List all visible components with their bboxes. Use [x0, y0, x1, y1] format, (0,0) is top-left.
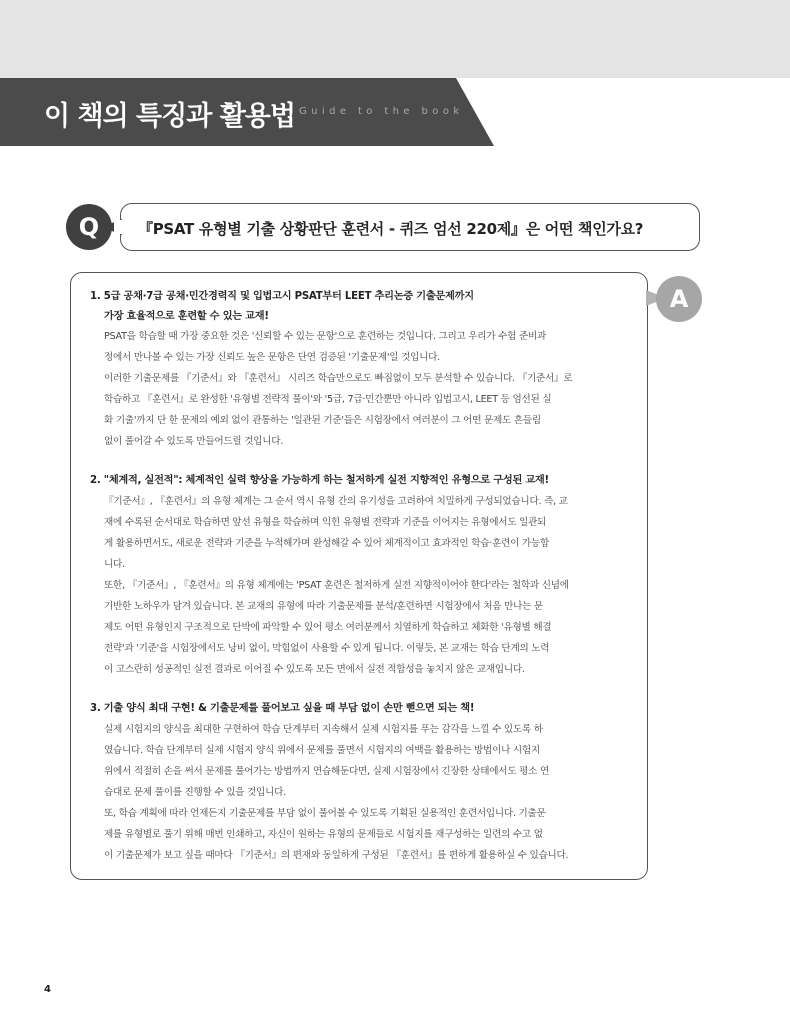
body-line: 정에서 만나볼 수 있는 가장 신뢰도 높은 문항은 단연 검증된 '기출문제'일 것입니다. — [104, 352, 440, 363]
body-line: PSAT을 학습할 때 가장 중요한 것은 '신뢰할 수 있는 문항'으로 훈련하는 것입니다. 그리고 우리가 수험 준비과 — [104, 331, 547, 342]
section-1-heading: 1. 5급 공채·7급 공채·민간경력직 및 입법고시 PSAT부터 LEET 추리논증 기출문제까지 — [90, 291, 474, 302]
answer-badge: A — [656, 276, 702, 322]
body-line: 였습니다. 학습 단계부터 실제 시험지 양식 위에서 문제를 풀면서 시험지의 여백을 활용하는 방법이나 시험지 — [104, 745, 540, 756]
body-line: 재에 수록된 순서대로 학습하면 앞선 유형을 학습하며 익힌 유형별 전략과 기준을 이어지는 유형에서도 일관되 — [104, 517, 547, 528]
body-line: 실제 시험지의 양식을 최대한 구현하여 학습 단계부터 지속해서 실제 시험지를 푸는 감각을 느낄 수 있도록 하 — [104, 724, 543, 735]
top-band — [0, 0, 790, 78]
question-badge: Q — [66, 204, 112, 250]
section-2-heading: 2. "체계적, 실전적": 체계적인 실력 향상을 가능하게 하는 철저하게 실전 지향적인 유형으로 구성된 교재! — [90, 475, 549, 486]
body-line: 학습하고 『훈련서』로 완성한 '유형별 전략적 풀이'와 '5급, 7급·민간뿐만 아니라 입법고시, LEET 등 엄선된 실 — [104, 394, 552, 405]
body-line: 전략'과 '기준'을 시험장에서도 낭비 없이, 막힘없이 사용할 수 있게 됩니다. 이렇듯, 본 교재는 학습 단계의 노력 — [104, 643, 550, 654]
body-line: 기반한 노하우가 담겨 있습니다. 본 교재의 유형에 따라 기출문제를 분석/훈련하면 시험장에서 처음 만나는 문 — [104, 601, 543, 612]
body-line: 『기준서』, 『훈련서』의 유형 체계는 그 순서 역시 유형 간의 유기성을 고려하여 치밀하게 구성되었습니다. 즉, 교 — [104, 496, 568, 507]
body-line: 습대로 문제 풀이를 진행할 수 있을 것입니다. — [104, 787, 286, 798]
body-line: 없이 풀어갈 수 있도록 만들어드릴 것입니다. — [104, 436, 284, 447]
page-subtitle: Guide to the book — [299, 106, 464, 117]
body-line: 위에서 적절히 손을 써서 문제를 풀어가는 방법까지 연습해둔다면, 실제 시험장에서 긴장한 상태에서도 평소 연 — [104, 766, 549, 777]
body-line: 이 고스란히 성공적인 실전 결과로 이어질 수 있도록 모든 면에서 실전 적합성을 놓치지 않은 교재입니다. — [104, 664, 525, 675]
body-line: 이러한 기출문제를 『기준서』와 『훈련서』 시리즈 학습만으로도 빠짐없이 모두 분석할 수 있습니다. 『기준서』로 — [104, 373, 573, 384]
body-line: 또한, 『기준서』, 『훈련서』의 유형 체계에는 'PSAT 훈련은 철저하게 실전 지향적이어야 한다'라는 철학과 신념에 — [104, 580, 569, 591]
section-3-heading: 3. 기출 양식 최대 구현! & 기출문제를 풀어보고 싶을 때 부담 없이 손만 뻗으면 되는 책! — [90, 703, 475, 714]
body-line: 또, 학습 계획에 따라 언제든지 기출문제를 부담 없이 풀어볼 수 있도록 기획된 실용적인 훈련서입니다. 기출문 — [104, 808, 546, 819]
page-title: 이 책의 특징과 활용법 — [44, 101, 295, 132]
body-line: 게 활용하면서도, 새로운 전략과 기준을 누적해가며 완성해갈 수 있어 체계적이고 효과적인 학습·훈련이 가능합 — [104, 538, 549, 549]
page-number: 4 — [44, 984, 51, 995]
body-line: 니다. — [104, 559, 125, 570]
body-line: 제도 어떤 유형인지 구조적으로 단박에 파악할 수 있어 평소 여러분께서 치열하게 학습하고 체화한 '유형별 해결 — [104, 622, 552, 633]
section-1-heading-cont: 가장 효율적으로 훈련할 수 있는 교재! — [104, 311, 269, 322]
body-line: 이 기출문제가 보고 싶을 때마다 『기준서』의 편재와 동일하게 구성된 『훈련서』를 편하게 활용하실 수 있습니다. — [104, 850, 569, 861]
question-text: 『PSAT 유형별 기출 상황판단 훈련서 - 퀴즈 엄선 220제』은 어떤 책인가요? — [138, 220, 644, 238]
question-box-notch — [114, 220, 124, 234]
body-line: 제를 유형별로 풀기 위해 매번 인쇄하고, 자신이 원하는 유형의 문제들로 시험지를 재구성하는 일련의 수고 없 — [104, 829, 543, 840]
body-line: 화 기출'까지 단 한 문제의 예외 없이 관통하는 '일관된 기준'들은 시험장에서 여러분이 그 어떤 문제도 흔들림 — [104, 415, 541, 426]
